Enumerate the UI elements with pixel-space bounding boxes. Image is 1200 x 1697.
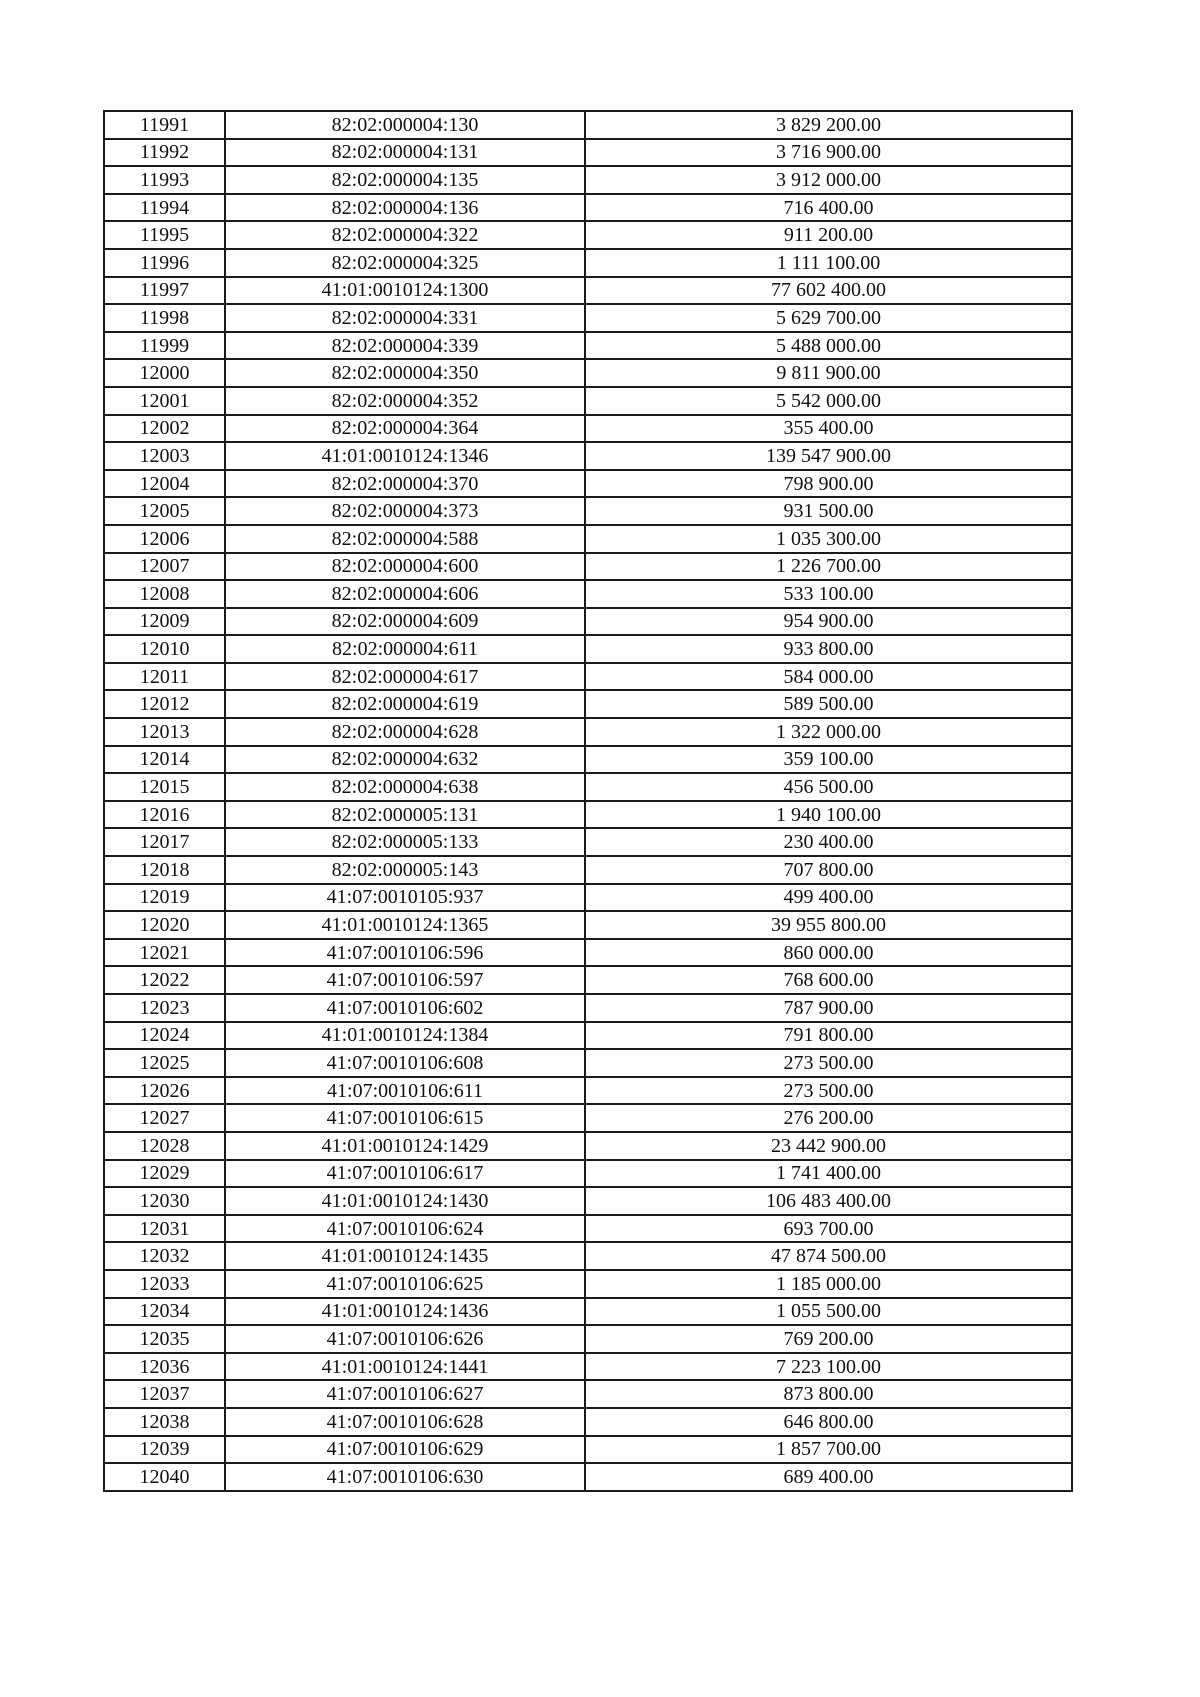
cadastral-value-cell: 359 100.00 [585, 746, 1072, 774]
cadastral-number-cell: 82:02:000004:370 [225, 470, 585, 498]
table-row [104, 221, 1072, 249]
cadastral-value-cell: 1 741 400.00 [585, 1160, 1072, 1188]
row-number-cell: 12015 [104, 773, 225, 801]
cadastral-value-cell: 716 400.00 [585, 194, 1072, 222]
row-number-cell: 12010 [104, 635, 225, 663]
cadastral-value-cell: 1 111 100.00 [585, 249, 1072, 277]
cadastral-value-cell: 689 400.00 [585, 1463, 1072, 1491]
cadastral-number-cell: 41:01:0010124:1300 [225, 277, 585, 305]
cadastral-number-cell: 41:07:0010106:597 [225, 966, 585, 994]
table-row [104, 387, 1072, 415]
cadastral-value-cell: 7 223 100.00 [585, 1353, 1072, 1381]
cadastral-number-cell: 82:02:000004:364 [225, 415, 585, 443]
row-number-cell: 12005 [104, 497, 225, 525]
row-number-cell: 12012 [104, 690, 225, 718]
row-number-cell: 12002 [104, 415, 225, 443]
row-number-cell: 12022 [104, 966, 225, 994]
cadastral-number-cell: 41:07:0010106:617 [225, 1160, 585, 1188]
cadastral-number-cell: 82:02:000004:619 [225, 690, 585, 718]
cadastral-number-cell: 82:02:000004:339 [225, 332, 585, 360]
table-row [104, 1463, 1072, 1491]
cadastral-number-cell: 82:02:000004:350 [225, 359, 585, 387]
cadastral-value-cell: 3 829 200.00 [585, 111, 1072, 139]
cadastral-number-cell: 41:07:0010105:937 [225, 884, 585, 912]
row-number-cell: 12024 [104, 1022, 225, 1050]
cadastral-value-cell: 276 200.00 [585, 1104, 1072, 1132]
row-number-cell: 12016 [104, 801, 225, 829]
cadastral-value-cell: 693 700.00 [585, 1215, 1072, 1243]
cadastral-number-cell: 41:01:0010124:1429 [225, 1132, 585, 1160]
row-number-cell: 11996 [104, 249, 225, 277]
table-row [104, 856, 1072, 884]
table-row [104, 773, 1072, 801]
cadastral-number-cell: 82:02:000004:331 [225, 304, 585, 332]
cadastral-number-cell: 82:02:000004:136 [225, 194, 585, 222]
cadastral-value-cell: 1 055 500.00 [585, 1298, 1072, 1326]
table-row [104, 911, 1072, 939]
cadastral-number-cell: 82:02:000004:373 [225, 497, 585, 525]
cadastral-number-cell: 82:02:000004:352 [225, 387, 585, 415]
cadastral-value-cell: 769 200.00 [585, 1325, 1072, 1353]
row-number-cell: 12029 [104, 1160, 225, 1188]
cadastral-value-cell: 23 442 900.00 [585, 1132, 1072, 1160]
row-number-cell: 12018 [104, 856, 225, 884]
cadastral-number-cell: 41:07:0010106:596 [225, 939, 585, 967]
table-row [104, 1187, 1072, 1215]
row-number-cell: 12030 [104, 1187, 225, 1215]
table-row [104, 442, 1072, 470]
cadastral-value-cell: 1 035 300.00 [585, 525, 1072, 553]
row-number-cell: 12037 [104, 1380, 225, 1408]
row-number-cell: 12033 [104, 1270, 225, 1298]
row-number-cell: 12019 [104, 884, 225, 912]
table-row [104, 994, 1072, 1022]
table-row [104, 966, 1072, 994]
cadastral-value-cell: 787 900.00 [585, 994, 1072, 1022]
row-number-cell: 11995 [104, 221, 225, 249]
cadastral-value-cell: 791 800.00 [585, 1022, 1072, 1050]
row-number-cell: 12003 [104, 442, 225, 470]
cadastral-number-cell: 41:07:0010106:602 [225, 994, 585, 1022]
table-row [104, 1104, 1072, 1132]
cadastral-number-cell: 41:01:0010124:1435 [225, 1242, 585, 1270]
cadastral-value-cell: 860 000.00 [585, 939, 1072, 967]
row-number-cell: 12036 [104, 1353, 225, 1381]
table-row [104, 635, 1072, 663]
table-row [104, 497, 1072, 525]
row-number-cell: 11998 [104, 304, 225, 332]
document-page [103, 110, 1071, 1492]
cadastral-value-cell: 707 800.00 [585, 856, 1072, 884]
table-row [104, 359, 1072, 387]
cadastral-number-cell: 82:02:000004:638 [225, 773, 585, 801]
cadastral-value-cell: 230 400.00 [585, 828, 1072, 856]
cadastral-value-cell: 1 857 700.00 [585, 1436, 1072, 1464]
cadastral-value-cell: 1 940 100.00 [585, 801, 1072, 829]
cadastral-number-cell: 82:02:000004:609 [225, 608, 585, 636]
row-number-cell: 12035 [104, 1325, 225, 1353]
row-number-cell: 12000 [104, 359, 225, 387]
table-row [104, 1270, 1072, 1298]
cadastral-number-cell: 82:02:000004:322 [225, 221, 585, 249]
cadastral-number-cell: 82:02:000005:133 [225, 828, 585, 856]
cadastral-number-cell: 41:01:0010124:1384 [225, 1022, 585, 1050]
cadastral-number-cell: 41:07:0010106:611 [225, 1077, 585, 1105]
cadastral-number-cell: 41:01:0010124:1430 [225, 1187, 585, 1215]
cadastral-value-cell: 139 547 900.00 [585, 442, 1072, 470]
table-row [104, 470, 1072, 498]
table-row [104, 1325, 1072, 1353]
table-row [104, 690, 1072, 718]
cadastral-value-cell: 933 800.00 [585, 635, 1072, 663]
cadastral-value-cell: 9 811 900.00 [585, 359, 1072, 387]
table-row [104, 1077, 1072, 1105]
cadastral-number-cell: 41:01:0010124:1365 [225, 911, 585, 939]
table-row [104, 608, 1072, 636]
table-row [104, 139, 1072, 167]
table-row [104, 1132, 1072, 1160]
cadastral-value-cell: 77 602 400.00 [585, 277, 1072, 305]
cadastral-number-cell: 82:02:000004:131 [225, 139, 585, 167]
row-number-cell: 12001 [104, 387, 225, 415]
table-row [104, 801, 1072, 829]
cadastral-number-cell: 41:07:0010106:624 [225, 1215, 585, 1243]
row-number-cell: 11992 [104, 139, 225, 167]
cadastral-value-cell: 584 000.00 [585, 663, 1072, 691]
row-number-cell: 12031 [104, 1215, 225, 1243]
cadastral-number-cell: 82:02:000004:600 [225, 553, 585, 581]
table-row [104, 1353, 1072, 1381]
cadastral-number-cell: 41:01:0010124:1346 [225, 442, 585, 470]
cadastral-value-cell: 646 800.00 [585, 1408, 1072, 1436]
row-number-cell: 12025 [104, 1049, 225, 1077]
cadastral-value-cell: 768 600.00 [585, 966, 1072, 994]
cadastral-number-cell: 41:01:0010124:1441 [225, 1353, 585, 1381]
cadastral-value-cell: 5 629 700.00 [585, 304, 1072, 332]
cadastral-value-cell: 3 716 900.00 [585, 139, 1072, 167]
table-row [104, 1160, 1072, 1188]
row-number-cell: 12021 [104, 939, 225, 967]
row-number-cell: 12017 [104, 828, 225, 856]
table-row [104, 1408, 1072, 1436]
row-number-cell: 12027 [104, 1104, 225, 1132]
cadastral-value-table [103, 110, 1073, 1492]
row-number-cell: 12034 [104, 1298, 225, 1326]
table-row [104, 415, 1072, 443]
table-row [104, 1436, 1072, 1464]
cadastral-number-cell: 82:02:000004:611 [225, 635, 585, 663]
table-row [104, 249, 1072, 277]
table-row [104, 939, 1072, 967]
row-number-cell: 12032 [104, 1242, 225, 1270]
cadastral-number-cell: 82:02:000004:135 [225, 166, 585, 194]
cadastral-number-cell: 82:02:000004:325 [225, 249, 585, 277]
cadastral-value-cell: 39 955 800.00 [585, 911, 1072, 939]
row-number-cell: 12023 [104, 994, 225, 1022]
cadastral-number-cell: 82:02:000004:628 [225, 718, 585, 746]
row-number-cell: 12009 [104, 608, 225, 636]
row-number-cell: 12026 [104, 1077, 225, 1105]
table-row [104, 1242, 1072, 1270]
row-number-cell: 11991 [104, 111, 225, 139]
cadastral-value-cell: 1 185 000.00 [585, 1270, 1072, 1298]
cadastral-value-cell: 499 400.00 [585, 884, 1072, 912]
cadastral-value-cell: 533 100.00 [585, 580, 1072, 608]
table-row [104, 884, 1072, 912]
cadastral-value-cell: 3 912 000.00 [585, 166, 1072, 194]
row-number-cell: 11999 [104, 332, 225, 360]
row-number-cell: 12038 [104, 1408, 225, 1436]
row-number-cell: 12006 [104, 525, 225, 553]
table-row [104, 166, 1072, 194]
cadastral-value-cell: 798 900.00 [585, 470, 1072, 498]
cadastral-number-cell: 82:02:000005:131 [225, 801, 585, 829]
cadastral-value-cell: 1 226 700.00 [585, 553, 1072, 581]
table-row [104, 1022, 1072, 1050]
row-number-cell: 12011 [104, 663, 225, 691]
table-row [104, 111, 1072, 139]
row-number-cell: 11997 [104, 277, 225, 305]
row-number-cell: 12028 [104, 1132, 225, 1160]
cadastral-value-cell: 1 322 000.00 [585, 718, 1072, 746]
cadastral-number-cell: 82:02:000004:606 [225, 580, 585, 608]
row-number-cell: 12008 [104, 580, 225, 608]
table-row [104, 1298, 1072, 1326]
table-body [104, 111, 1072, 1491]
cadastral-number-cell: 41:01:0010124:1436 [225, 1298, 585, 1326]
row-number-cell: 12007 [104, 553, 225, 581]
row-number-cell: 12039 [104, 1436, 225, 1464]
cadastral-number-cell: 82:02:000004:588 [225, 525, 585, 553]
row-number-cell: 12013 [104, 718, 225, 746]
table-row [104, 828, 1072, 856]
cadastral-value-cell: 273 500.00 [585, 1077, 1072, 1105]
cadastral-number-cell: 82:02:000004:632 [225, 746, 585, 774]
cadastral-number-cell: 41:07:0010106:627 [225, 1380, 585, 1408]
cadastral-value-cell: 355 400.00 [585, 415, 1072, 443]
row-number-cell: 12014 [104, 746, 225, 774]
cadastral-value-cell: 456 500.00 [585, 773, 1072, 801]
cadastral-number-cell: 41:07:0010106:625 [225, 1270, 585, 1298]
table-row [104, 663, 1072, 691]
cadastral-value-cell: 273 500.00 [585, 1049, 1072, 1077]
cadastral-value-cell: 873 800.00 [585, 1380, 1072, 1408]
cadastral-number-cell: 82:02:000004:617 [225, 663, 585, 691]
cadastral-value-cell: 954 900.00 [585, 608, 1072, 636]
table-row [104, 194, 1072, 222]
cadastral-number-cell: 82:02:000005:143 [225, 856, 585, 884]
cadastral-value-cell: 911 200.00 [585, 221, 1072, 249]
cadastral-number-cell: 41:07:0010106:630 [225, 1463, 585, 1491]
table-row [104, 277, 1072, 305]
cadastral-value-cell: 47 874 500.00 [585, 1242, 1072, 1270]
table-row [104, 553, 1072, 581]
cadastral-number-cell: 41:07:0010106:626 [225, 1325, 585, 1353]
cadastral-number-cell: 41:07:0010106:608 [225, 1049, 585, 1077]
cadastral-number-cell: 41:07:0010106:615 [225, 1104, 585, 1132]
table-row [104, 1380, 1072, 1408]
table-row [104, 304, 1072, 332]
cadastral-number-cell: 41:07:0010106:629 [225, 1436, 585, 1464]
table-row [104, 332, 1072, 360]
table-row [104, 1049, 1072, 1077]
cadastral-value-cell: 5 542 000.00 [585, 387, 1072, 415]
table-row [104, 1215, 1072, 1243]
row-number-cell: 12004 [104, 470, 225, 498]
table-row [104, 718, 1072, 746]
cadastral-value-cell: 5 488 000.00 [585, 332, 1072, 360]
table-row [104, 580, 1072, 608]
row-number-cell: 12020 [104, 911, 225, 939]
row-number-cell: 11994 [104, 194, 225, 222]
cadastral-value-cell: 931 500.00 [585, 497, 1072, 525]
cadastral-number-cell: 82:02:000004:130 [225, 111, 585, 139]
row-number-cell: 12040 [104, 1463, 225, 1491]
cadastral-number-cell: 41:07:0010106:628 [225, 1408, 585, 1436]
table-row [104, 746, 1072, 774]
cadastral-value-cell: 106 483 400.00 [585, 1187, 1072, 1215]
row-number-cell: 11993 [104, 166, 225, 194]
cadastral-value-cell: 589 500.00 [585, 690, 1072, 718]
table-row [104, 525, 1072, 553]
